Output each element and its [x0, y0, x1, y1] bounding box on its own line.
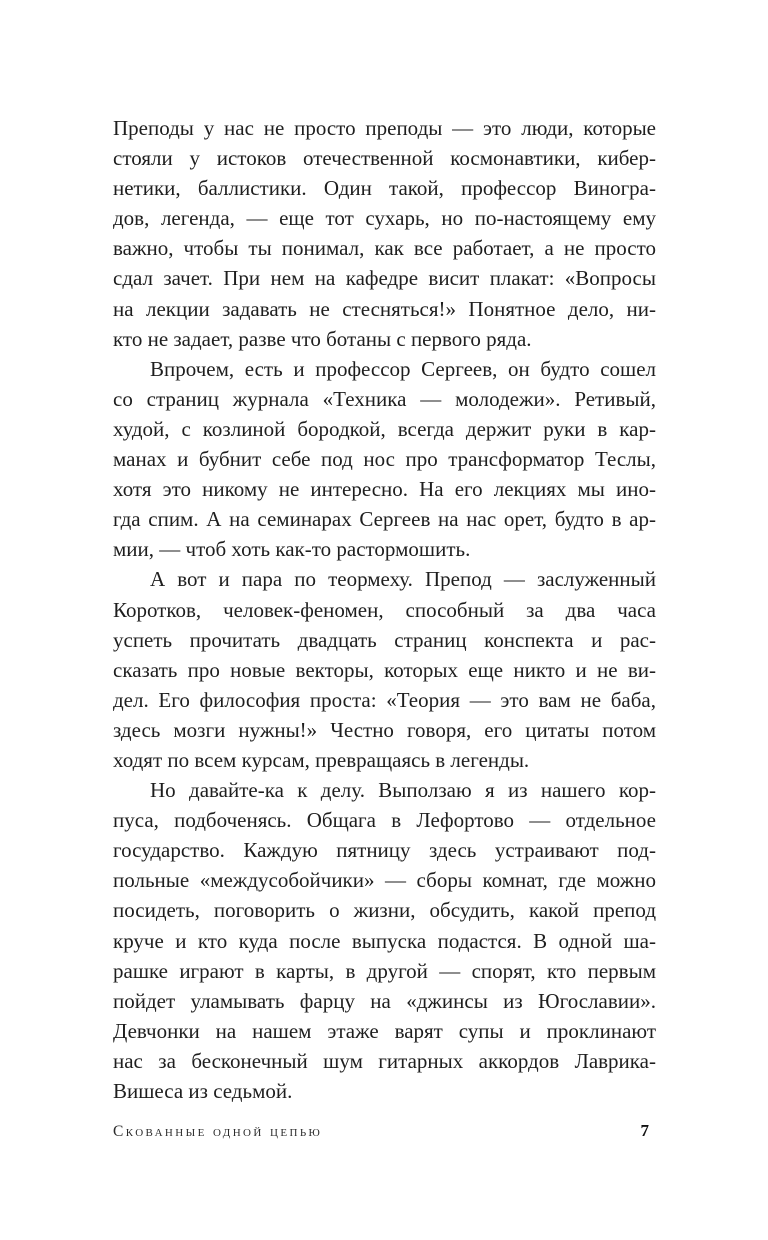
text-line: здесь мозги нужны!» Честно говоря, его цитаты потом	[113, 717, 656, 742]
paragraph	[113, 113, 656, 354]
text-line: польные «междусобойчики» — сборы комнат, где можно	[113, 868, 656, 893]
text-line: посидеть, поговорить о жизни, обсудить, какой препод	[113, 898, 656, 923]
text-line: круче и кто куда после выпуска подастся. В одной ша-	[113, 928, 656, 953]
text-line: нетики, баллистики. Один такой, профессор Виногра-	[113, 176, 656, 201]
running-title: Скованные одной цепью	[113, 1123, 323, 1140]
text-line: Преподы у нас не просто преподы — это люди, которые	[113, 116, 656, 140]
text-line: кто не задает, разве что ботаны с первого ряда.	[113, 326, 532, 351]
text-line: пуса, подбоченясь. Общага в Лефортово — отдельное	[113, 808, 656, 833]
text-line: сдал зачет. При нем на кафедре висит плакат: «Вопросы	[113, 266, 656, 291]
paragraph	[113, 564, 656, 775]
text-line: хотя это никому не интересно. На его лекциях мы ино-	[113, 477, 656, 502]
text-line: худой, с козлиной бородкой, всегда держит руки в кар-	[113, 416, 656, 441]
page-footer	[113, 1121, 656, 1141]
text-line: сказать про новые векторы, которых еще никто и не ви-	[113, 657, 656, 682]
page-text	[113, 113, 656, 1106]
page-number: 7	[640, 1121, 649, 1140]
text-line: нас за бесконечный шум гитарных аккордов Лаврика-	[113, 1048, 656, 1073]
text-line: государство. Каждую пятницу здесь устраивают под-	[113, 838, 656, 863]
text-line: важно, чтобы ты понимал, как все работает, а не просто	[113, 236, 656, 261]
paragraph	[113, 354, 656, 565]
text-line: рашке играют в карты, в другой — спорят, кто первым	[113, 958, 656, 983]
text-line: со страниц журнала «Техника — молодежи». Ретивый,	[113, 386, 656, 411]
text-line: дел. Его философия проста: «Теория — это вам не баба,	[113, 687, 656, 712]
text-line: Но давайте-ка к делу. Выползаю я из нашего кор-	[150, 778, 656, 803]
text-line: Впрочем, есть и профессор Сергеев, он будто сошел	[150, 356, 656, 381]
text-line: манах и бубнит себе под нос про трансформатор Теслы,	[113, 447, 656, 472]
text-line: А вот и пара по теормеху. Препод — заслуженный	[150, 567, 656, 592]
text-line: Коротков, человек-феномен, способный за два часа	[113, 597, 656, 622]
text-line: стояли у истоков отечественной космонавтики, кибер-	[113, 146, 656, 171]
text-line: Девчонки на нашем этаже варят супы и проклинают	[113, 1018, 656, 1043]
paragraph	[113, 775, 656, 1106]
text-line: гда спим. А на семинарах Сергеев на нас орет, будто в ар-	[113, 507, 656, 532]
text-line: на лекции задавать не стесняться!» Понятное дело, ни-	[113, 296, 656, 321]
text-line: пойдет уламывать фарцу на «джинсы из Югославии».	[113, 988, 656, 1013]
text-line: ходят по всем курсам, превращаясь в легенды.	[113, 747, 530, 772]
text-line: дов, легенда, — еще тот сухарь, но по-настоящему ему	[113, 206, 656, 231]
text-line: Вишеса из седьмой.	[113, 1079, 293, 1103]
text-line: успеть прочитать двадцать страниц конспекта и рас-	[113, 627, 656, 652]
text-line: мии, — чтоб хоть как-то растормошить.	[113, 537, 471, 562]
